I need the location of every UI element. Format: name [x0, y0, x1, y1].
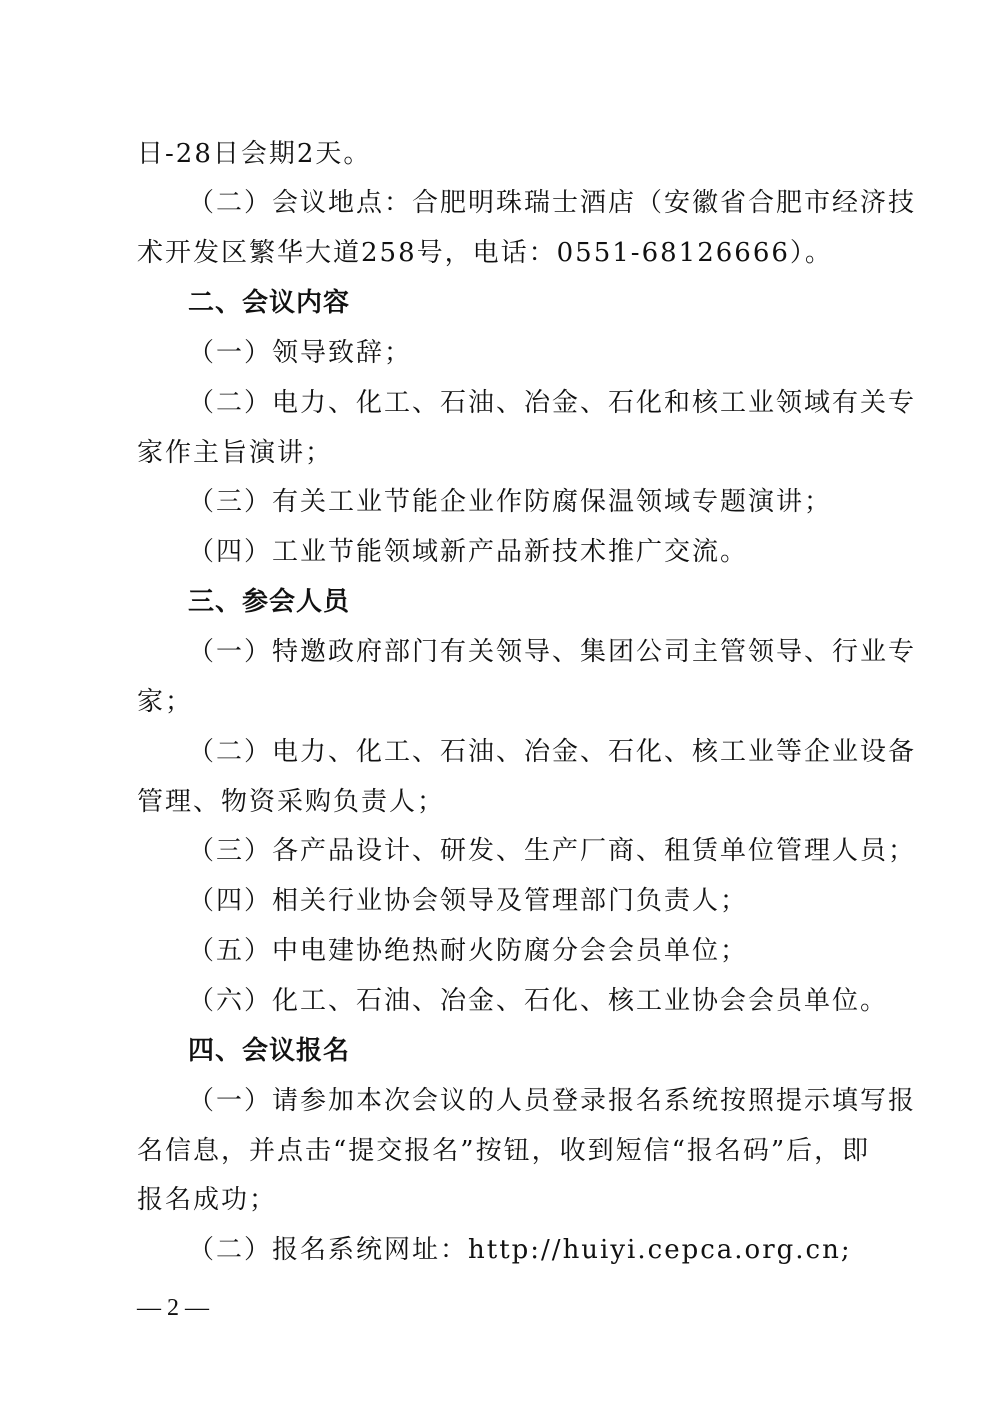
paragraph-line: 报名成功； — [137, 1185, 278, 1215]
paragraph-line: 家； — [137, 687, 194, 717]
list-item: （五）中电建协绝热耐火防腐分会会员单位； — [188, 936, 749, 966]
paragraph-line: 家作主旨演讲； — [137, 438, 334, 468]
list-item: （一）请参加本次会议的人员登录报名系统按照提示填写报 — [188, 1086, 917, 1116]
paragraph-line: 名信息，并点击“提交报名”按钮，收到短信“报名码”后，即 — [137, 1136, 871, 1166]
list-item: （三）有关工业节能企业作防腐保温领域专题演讲； — [188, 487, 833, 517]
section-heading: 二、会议内容 — [188, 288, 351, 318]
list-item: （六）化工、石油、冶金、石化、核工业协会会员单位。 — [188, 986, 889, 1016]
list-item: （四）工业节能领域新产品新技术推广交流。 — [188, 537, 749, 567]
list-item: （四）相关行业协会领导及管理部门负责人； — [188, 886, 749, 916]
section-heading: 三、参会人员 — [188, 587, 351, 617]
list-item: （一）特邀政府部门有关领导、集团公司主管领导、行业专 — [188, 637, 917, 667]
list-item: （一）领导致辞； — [188, 338, 413, 368]
page-number: — 2 — — [137, 1295, 209, 1321]
list-item: （三）各产品设计、研发、生产厂商、租赁单位管理人员； — [188, 836, 917, 866]
list-item: （二）电力、化工、石油、冶金、石化、核工业等企业设备 — [188, 737, 917, 767]
section-heading: 四、会议报名 — [188, 1036, 351, 1066]
paragraph-line: 术开发区繁华大道258号，电话：0551-68126666）。 — [137, 238, 833, 268]
list-item: （二）报名系统网址：http://huiyi.cepca.org.cn; — [188, 1235, 852, 1265]
list-item: （二）电力、化工、石油、冶金、石化和核工业领域有关专 — [188, 388, 917, 418]
paragraph-line: （二）会议地点：合肥明珠瑞士酒店（安徽省合肥市经济技 — [188, 188, 917, 218]
paragraph-line: 管理、物资采购负责人； — [137, 787, 446, 817]
paragraph-line: 日-28日会期2天。 — [137, 139, 372, 169]
